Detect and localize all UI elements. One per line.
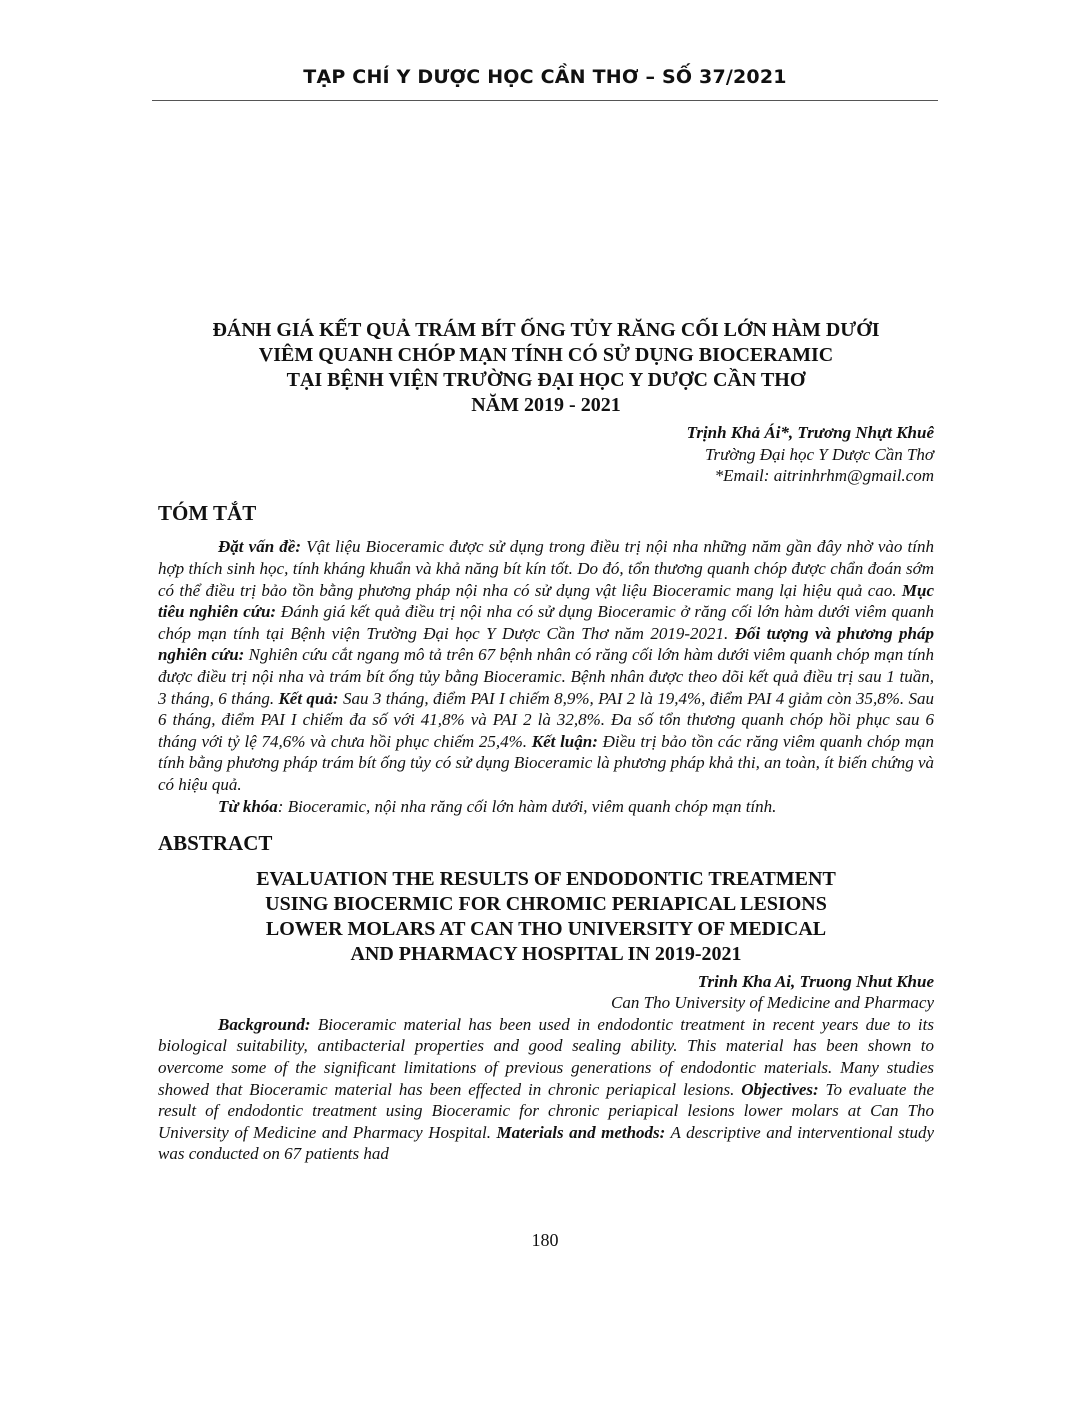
vi-keywords	[158, 796, 934, 818]
en-title-line: EVALUATION THE RESULTS OF ENDODONTIC TREATMENT	[256, 867, 836, 890]
vi-title-line: TẠI BỆNH VIỆN TRƯỜNG ĐẠI HỌC Y DƯỢC CẦN THƠ	[286, 369, 806, 391]
en-authors: Trinh Kha Ai, Truong Nhut Khue	[697, 971, 934, 991]
vi-title-line: ĐÁNH GIÁ KẾT QUẢ TRÁM BÍT ỐNG TỦY RĂNG CỐI LỚN HÀM DƯỚI	[212, 319, 880, 341]
journal-header: TẠP CHÍ Y DƯỢC HỌC CẦN THƠ – SỐ 37/2021	[303, 66, 787, 88]
vi-title	[158, 318, 934, 418]
en-title-line: USING BIOCERMIC FOR CHROMIC PERIAPICAL LESIONS	[265, 892, 827, 915]
vi-result-label: Kết quả:	[278, 688, 339, 708]
en-affiliation: Can Tho University of Medicine and Pharmacy	[611, 993, 934, 1013]
vi-email: *Email: aitrinhrhm@gmail.com	[714, 466, 934, 486]
page-number: 180	[531, 1230, 559, 1250]
vi-title-line: VIÊM QUANH CHÓP MẠN TÍNH CÓ SỬ DỤNG BIOCERAMIC	[258, 344, 834, 366]
en-method-label: Materials and methods:	[496, 1122, 666, 1142]
en-title	[158, 867, 934, 967]
en-bg-text: Bioceramic material has been used in endodontic treatment in recent years due to its biological suitability, antibacterial properties and good sealing ability. This material has been shown to overcome some of the significant limitations of previous generations of endodontic materials. Many studies showed that Bioceramic material has been effected in chronic periapical lesions.	[158, 1014, 934, 1099]
vi-concl-text: Điều trị bảo tồn các răng viêm quanh chóp mạn tính bằng phương pháp trám bít ống tủy có sử dụng Bioceramic là phương pháp khả thi, an toàn, ít biến chứng và có hiệu quả.	[158, 731, 934, 794]
en-title-line: LOWER MOLARS AT CAN THO UNIVERSITY OF MEDICAL	[265, 917, 827, 940]
vi-obj-text: Đánh giá kết quả điều trị nội nha có sử dụng Bioceramic ở răng cối lớn hàm dưới viêm quanh chóp mạn tính tại Bệnh viện Trường Đại học Y Dược Cần Thơ năm 2019-2021.	[158, 602, 934, 643]
en-obj-label: Objectives:	[741, 1079, 819, 1099]
vi-bg-label: Đặt vấn đề:	[218, 537, 302, 557]
en-title-line: AND PHARMACY HOSPITAL IN 2019-2021	[350, 942, 742, 965]
vi-title-line: NĂM 2019 - 2021	[471, 394, 621, 416]
vi-result-text: Sau 3 tháng, điểm PAI I chiếm 8,9%, PAI 2 là 19,4%, điểm PAI 4 giảm còn 35,8%. Sau 6 tháng, điểm PAI I chiếm đa số với 41,8% và PAI 2 là 32,8%. Đa số tổn thương quanh chóp hồi phục sau 6 tháng với tỷ lệ 74,6% và chưa hồi phục chiếm 25,4%.	[158, 688, 934, 751]
vi-affiliation: Trường Đại học Y Dược Cần Thơ	[704, 444, 934, 464]
en-obj-text: To evaluate the result of endodontic treatment using Bioceramic for chronic periapical lesions lower molars at Can Tho University of Medicine and Pharmacy Hospital.	[158, 1079, 935, 1142]
vi-concl-label: Kết luận:	[531, 731, 598, 751]
vi-method-text: Nghiên cứu cắt ngang mô tả trên 67 bệnh nhân có răng cối lớn hàm dưới viêm quanh chóp mạn tính được điều trị nội nha và trám bít ống tủy bằng Bioceramic. Bệnh nhân được theo dõi kết quả điều trị sau 1 tuần, 3 tháng, 6 tháng.	[158, 645, 934, 708]
vi-obj-label: Mục tiêu nghiên cứu:	[158, 580, 934, 622]
en-bg-label: Background:	[218, 1014, 311, 1034]
vi-bg-text: Vật liệu Bioceramic được sử dụng trong điều trị nội nha những năm gần đây nhờ vào tính hợp thích sinh học, tính kháng khuẩn và khả năng bít kín tốt. Do đó, tổn thương quanh chóp được chẩn đoán sớm có thể điều trị bảo tồn bằng phương pháp nội nha có sử dụng vật liệu Bioceramic mang lại hiệu quả cao.	[158, 537, 934, 600]
article-body	[158, 318, 934, 1165]
vi-method-label: Đối tượng và phương pháp nghiên cứu:	[158, 623, 934, 665]
abstract-heading: ABSTRACT	[158, 831, 273, 856]
en-abstract-paragraph	[158, 1014, 934, 1165]
vi-kw-text: : Bioceramic, nội nha răng cối lớn hàm dưới, viêm quanh chóp mạn tính.	[277, 796, 777, 816]
vi-summary-paragraph	[158, 536, 934, 795]
vi-authors: Trịnh Khả Ái*, Trương Nhựt Khuê	[686, 423, 934, 442]
header-divider	[152, 100, 938, 101]
vi-kw-label: Từ khóa	[218, 796, 278, 816]
en-method-text: A descriptive and interventional study was conducted on 67 patients had	[158, 1122, 934, 1164]
summary-heading: TÓM TẮT	[158, 500, 257, 525]
